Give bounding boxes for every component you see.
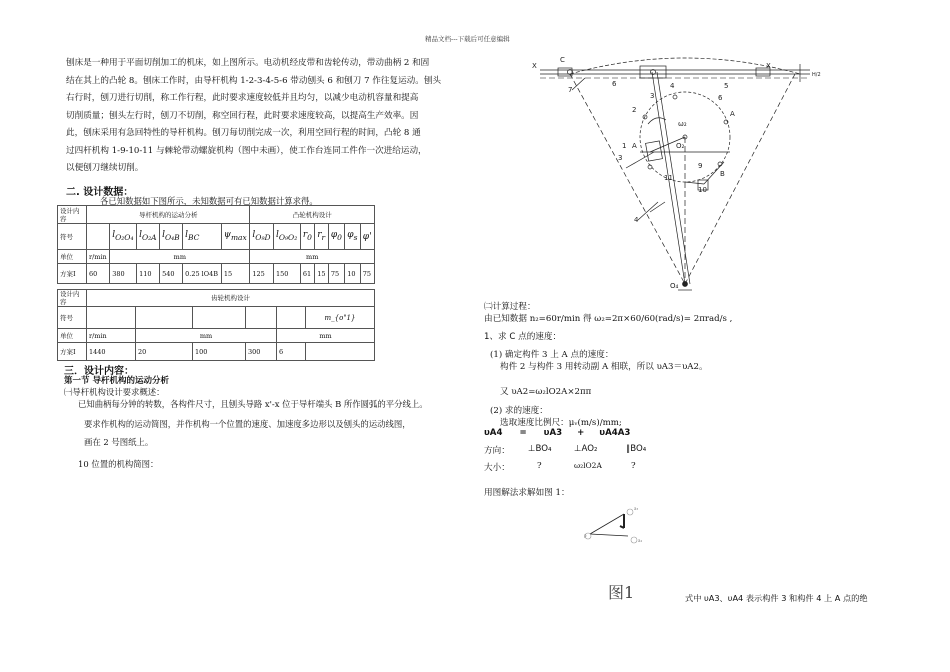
calc-line5: 又 υA2=ω₂lO2A×2ππ — [500, 387, 592, 397]
unit-rmin: r/min — [87, 250, 110, 264]
sym-empty — [246, 307, 277, 329]
value-cell: 150 — [274, 264, 301, 284]
eq-plus: + — [577, 428, 585, 438]
sym-empty — [277, 307, 306, 329]
value-cell: 100 — [193, 343, 246, 361]
value-cell: 1440 — [87, 343, 136, 361]
cell-scheme: 方案Ⅰ — [58, 343, 87, 361]
label-a4: a₄ — [638, 538, 643, 543]
sym-empty — [87, 307, 136, 329]
sym-empty — [193, 307, 246, 329]
label-5: 5 — [724, 82, 729, 90]
eq-equals: = — [519, 428, 527, 438]
intro-line: 切削质量；刨头左行时，刨刀不切削，称空回行程，此时要求速度较高，以提高生产效率。因 — [66, 110, 419, 121]
value-cell — [306, 343, 375, 361]
label-6: 6 — [612, 80, 617, 88]
unit-mm: mm — [110, 250, 250, 264]
label-x2: X — [766, 62, 771, 70]
sym-lo2o4: $l_{O_2O_4}$ — [110, 224, 137, 250]
sym-rr: $r_r$ — [315, 224, 329, 250]
sym-lbc: $l_{BC}$ — [183, 224, 222, 250]
value-cell: 75 — [360, 264, 374, 284]
value-cell: 540 — [160, 264, 183, 284]
eq-va4a3: υA4A3 — [599, 428, 631, 438]
eq-va3: υA3 — [543, 428, 563, 438]
cell-unit: 单位 — [58, 250, 87, 264]
vector-eq — [484, 428, 630, 438]
mag-3: ? — [631, 461, 636, 471]
sym-lo4b: $l_{O_4B}$ — [160, 224, 183, 250]
design-data-table-1 — [57, 205, 375, 284]
calc-title: ㈡计算过程： — [484, 302, 536, 312]
mag-label: 大小： — [484, 463, 510, 473]
sym-lo9o2: $l_{O_9O_2}$ — [274, 224, 301, 250]
dir-3: ∥BO₄ — [626, 444, 647, 454]
label-o4: O₄ — [670, 282, 679, 290]
cell-group1: 导杆机构的运动分析 — [87, 206, 250, 224]
label-2: 2 — [632, 106, 637, 114]
section3-subtitle: 第一节 导杆机构的运动分析 — [64, 376, 169, 386]
value-cell: 380 — [110, 264, 137, 284]
cell-design: 设计内容 — [58, 290, 87, 307]
extreme-right — [685, 74, 795, 284]
intro-line: 过四杆机构 1-9-10-11 与棘轮带动螺旋机构（图中未画），使工作台连同工件作一次进给运动， — [66, 145, 427, 156]
calc-line2: 1、求 C 点的速度： — [484, 332, 562, 342]
value-cell: 20 — [136, 343, 193, 361]
intro-line: 此，刨床采用有急回特性的导杆机构。刨刀每切削完成一次，利用空回行程的时间，凸轮 8 通 — [66, 128, 421, 138]
cell-unit: 单位 — [58, 329, 87, 343]
mechanism-diagram — [530, 52, 835, 297]
label-x1: X — [532, 62, 537, 70]
calc-line3: (1) 确定构件 3 上 A 点的速度： — [490, 350, 614, 360]
label-a3: a₃ — [634, 506, 639, 511]
intro-line: 右行时，刨刀进行切削，称工作行程，此时要求速度较低并且均匀，以减少电动机容量和提高 — [66, 93, 419, 103]
label-4-top: 4 — [670, 82, 675, 90]
velocity-polygon — [580, 496, 650, 548]
sym-phi0: $\varphi_0$ — [328, 224, 344, 250]
calc-line4: 构件 2 与构件 3 用转动副 A 相联，所以 υA3＝υA2。 — [500, 362, 708, 372]
label-7: 7 — [568, 86, 573, 94]
section3-line4: 10 位置的机构简图： — [78, 459, 159, 469]
value-cell: 300 — [246, 343, 277, 361]
calc-line7: 选取速度比例尺：μᵥ(m/s)/mm; — [500, 418, 622, 428]
section2-title: 二. 设计数据： — [66, 187, 134, 198]
intro-line: 刨床是一种用于平面切削加工的机床，如上图所示。电动机经皮带和齿轮传动，带动曲柄 2 和固 — [66, 58, 430, 68]
unit-rmin: r/min — [87, 329, 136, 343]
label-10: 10 — [698, 186, 707, 194]
design-data-table-2 — [57, 289, 375, 361]
label-a: A — [730, 110, 735, 118]
calc-line6: (2) 求的速度： — [490, 406, 548, 416]
label-1: 1 — [622, 142, 627, 150]
dir-1: ⊥BO₄ — [528, 444, 552, 454]
value-cell: 75 — [328, 264, 344, 284]
value-cell: 0.25 lO4B — [183, 264, 222, 284]
unit-mm-2: mm — [277, 329, 375, 343]
figure-caption: 图1 — [608, 583, 635, 602]
value-cell: 60 — [87, 264, 110, 284]
section3-req: ㈠导杆机构设计要求概述： — [64, 387, 165, 397]
cell-group2: 凸轮机构设计 — [250, 206, 375, 224]
value-cell: 15 — [221, 264, 250, 284]
unit-mm: mm — [136, 329, 277, 343]
section3-line1: 已知曲柄每分钟的转数，各构件尺寸，且刨头导路 x'-x 位于导杆端头 B 所作圆弧的平分线上。 — [78, 399, 428, 409]
intro-line: 结在其上的凸轮 8。刨床工作时，由导杆机构 1-2-3-4-5-6 带动刨头 6 和刨刀 7 作往复运动。刨头 — [66, 75, 442, 86]
label-6b: 6 — [718, 94, 723, 102]
value-cell: 125 — [250, 264, 274, 284]
label-3: 3 — [618, 154, 623, 162]
label-4: 4 — [634, 216, 639, 224]
value-cell: 110 — [137, 264, 160, 284]
dir-label: 方向： — [484, 446, 510, 456]
dir-2: ⊥AO₂ — [574, 444, 598, 454]
mag-1: ? — [537, 461, 542, 471]
cell-design: 设计内容 — [58, 206, 87, 224]
label-h2: H/2 — [812, 72, 821, 78]
section3-line3: 画在 2 号图纸上。 — [84, 437, 154, 447]
unit-mm-2: mm — [250, 250, 375, 264]
intro-line: 以便刨刀继续切削。 — [66, 163, 144, 173]
mag-2: ω₂lO2A — [574, 461, 602, 470]
vec-pa4 — [590, 534, 628, 536]
label-3-top: 3 — [650, 92, 655, 100]
sym-phis: $\varphi_s$ — [345, 224, 361, 250]
label-w2: ω₂ — [678, 120, 687, 128]
section3-line2: 要求作机构的运动简图，并作机构一个位置的速度、加速度多边形以及刨头的运动线图， — [84, 419, 411, 429]
vec-pa3 — [590, 514, 624, 534]
section3-title: 三．设计内容： — [64, 366, 134, 377]
label-9: 9 — [698, 162, 703, 170]
label-11: 11 — [664, 174, 673, 182]
label-b: B — [720, 170, 725, 178]
sym-n2 — [87, 224, 110, 250]
label-o2: O₂ — [676, 142, 685, 150]
calc-line1: 由已知数据 n₂=60r/min 得 ω₂=2π×60/60(rad/s)= 2πrad/s , — [484, 314, 733, 324]
sym-r0: $r_0$ — [300, 224, 314, 250]
sym-lo9d: $l_{O_9D}$ — [250, 224, 274, 250]
calc-line9: 用图解法求解如图 1： — [484, 488, 570, 498]
label-p: P — [584, 534, 587, 539]
page-header: 精品文档---下载后可任意编辑 — [425, 35, 510, 43]
value-cell: 10 — [345, 264, 361, 284]
label-a2: A — [632, 142, 637, 150]
sym-phi0p: φ' — [360, 224, 374, 250]
intro-paragraph — [66, 55, 464, 178]
cell-symbol: 符号 — [58, 307, 87, 329]
value-cell: 61 — [300, 264, 314, 284]
sym-m: m_{o"1} — [306, 307, 375, 329]
section2-note: 各已知数据如下图所示，未知数据可有已知数据计算求得。 — [100, 196, 318, 206]
value-cell: 6 — [277, 343, 306, 361]
sym-empty — [136, 307, 193, 329]
label-c: C — [560, 56, 565, 64]
sym-psi: $\psi_{max}$ — [221, 224, 250, 250]
cell-group: 齿轮机构设计 — [87, 290, 375, 307]
cell-symbol: 符号 — [58, 224, 87, 250]
eq-va4: υA4 — [484, 428, 503, 438]
calc-line10: 式中 υA3、υA4 表示构件 3 和构件 4 上 A 点的绝 — [685, 593, 868, 603]
value-cell: 15 — [315, 264, 329, 284]
cell-scheme: 方案Ⅰ — [58, 264, 87, 284]
sym-lo2a: $l_{O_2A}$ — [137, 224, 160, 250]
